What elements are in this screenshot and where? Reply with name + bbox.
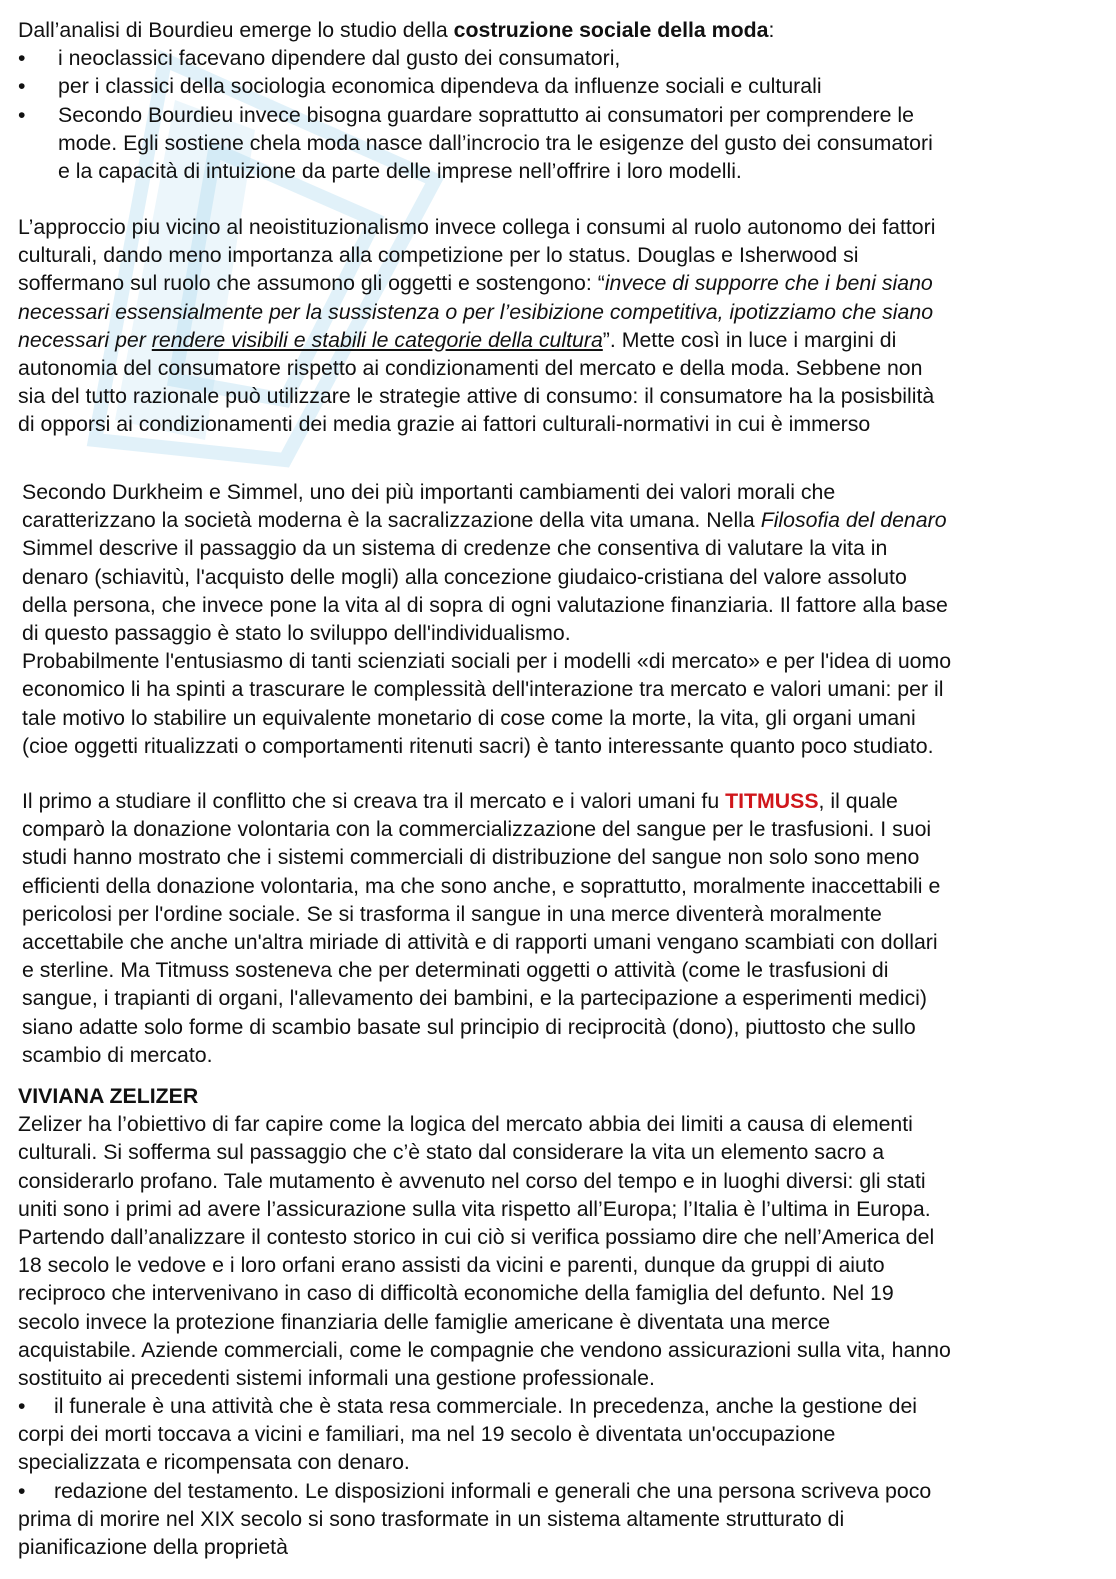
paragraph-line: reciproco che intervenivano in caso di difficoltà economiche della famiglia del defunto. Nel 19 [18, 1281, 894, 1306]
list-item: • per i classici della sociologia economica dipendeva da influenze sociali e culturali [18, 72, 933, 100]
section-heading: VIVIANA ZELIZER [18, 1084, 199, 1108]
bullet-icon: • [18, 1394, 26, 1419]
paragraph-line: scambio di mercato. [22, 1042, 213, 1067]
paragraph-line: Secondo Durkheim e Simmel, uno dei più importanti cambiamenti dei valori morali che [22, 480, 836, 504]
paragraph-line: tale motivo lo stabilire un equivalente monetario di cose come la morte, la vita, gli organi umani [22, 705, 916, 730]
section-bourdieu [18, 16, 933, 185]
paragraph-line: pericolosi per l'ordine sociale. Se si trasforma il sangue in una merce diventerà moralmente [22, 901, 882, 926]
paragraph-line: efficienti della donazione volontaria, ma che sono anche, e soprattutto, moralmente inaccettabili e [22, 873, 941, 898]
list-item-continuation: corpi dei morti toccava a vicini e familiari, ma nel 19 secolo è diventata un'occupazione [18, 1422, 836, 1447]
paragraph-line: culturali. Si sofferma sul passaggio che c’è stato dal considerare la vita un elemento sacro a [18, 1140, 885, 1165]
paragraph-line: Zelizer ha l’obiettivo di far capire come la logica del mercato abbia dei limiti a causa di elementi [18, 1112, 913, 1137]
paragraph-line: considerarlo profano. Tale mutamento è avvenuto nel corso del tempo e in luoghi diversi: gli stati [18, 1168, 926, 1193]
paragraph-line: della persona, che invece pone la vita al di sopra di ogni valutazione finanziaria. Il fattore alla base [22, 592, 948, 617]
paragraph-line: autonomia del consumatore rispetto ai condizionamenti del mercato e della moda. Sebbene non [18, 355, 923, 380]
section-titmuss [22, 787, 940, 1069]
paragraph-line: Partendo dall’analizzare il contesto storico in cui ciò si verifica possiamo dire che nell’America del [18, 1224, 935, 1249]
section-zelizer [18, 1082, 951, 1561]
list-item-continuation: specializzata e ricompensata con denaro. [18, 1450, 410, 1475]
list-item-continuation: e la capacità di intuizione da parte delle imprese nell’offrire i loro modelli. [58, 158, 742, 183]
paragraph-line: soffermano sul ruolo che assumono gli oggetti e sostengono: “invece di supporre che i beni siano [18, 271, 933, 296]
bullet-icon: • [18, 102, 26, 127]
list-item: • redazione del testamento. Le disposizioni informali e generali che una persona scriveva poco [18, 1477, 951, 1505]
paragraph-line: Simmel descrive il passaggio da un sistema di credenze che consentiva di valutare la vita in [22, 536, 888, 561]
bold-term: costruzione sociale della moda [453, 18, 769, 42]
paragraph-line: di opporsi ai condizionamenti dei media grazie ai fattori culturali-normativi in cui è immerso [18, 412, 871, 437]
paragraph-line: sostituito ai precedenti sistemi informali una gestione professionale. [18, 1365, 655, 1390]
paragraph-line: comparò la donazione volontaria con la commercializzazione del sangue per le trasfusioni. I suoi [22, 817, 932, 842]
paragraph-line: uniti sono i primi ad avere l’assicurazione sulla vita rispetto all’Europa; l’Italia è l’ultima in Europa. [18, 1196, 931, 1221]
paragraph-line: necessari per rendere visibili e stabili le categorie della cultura”. Mette così in luce i margini di [18, 327, 897, 352]
paragraph-line: sia del tutto razionale può utilizzare le strategie attive di consumo: il consumatore ha la posisbilità [18, 384, 935, 409]
bullet-icon: • [18, 46, 26, 71]
section-durkheim-simmel [22, 478, 951, 760]
paragraph-line: accettabile che anche un'altra miriade di attività e di rapporti umani vengano scambiati con dollari [22, 929, 938, 954]
list-item-continuation: mode. Egli sostiene chela moda nasce dall’incrocio tra le esigenze del gusto dei consumatori [58, 130, 933, 155]
paragraph-line: denaro (schiavitù, l'acquisto delle mogli) alla concezione giudaico-cristiana del valore assoluto [22, 564, 907, 589]
paragraph-line: secolo invece la protezione finanziaria delle famiglie americane è diventata una merce [18, 1309, 831, 1334]
italic-title: Filosofia del denaro [760, 508, 947, 533]
paragraph-line: siano adatte solo forme di scambio basate sul principio di reciprocità (dono), piuttosto che sullo [22, 1014, 916, 1039]
paragraph-line: 18 secolo le vedove e i loro orfani erano assisti da vicini e parenti, dunque da gruppi di aiuto [18, 1253, 885, 1278]
list-item: • Secondo Bourdieu invece bisogna guardare soprattutto ai consumatori per comprendere le [18, 101, 933, 129]
paragraph-line: acquistabile. Aziende commerciali, come le compagnie che vendono assicurazioni sulla vita, hanno [18, 1337, 951, 1362]
paragraph-line: e sterline. Ma Titmuss sosteneva che per determinati oggetti o attività (come le trasfusioni di [22, 958, 889, 983]
paragraph-line: (cioe oggetti ritualizzati o comportamenti ritenuti sacri) è tanto interessante quanto poco studiato. [22, 733, 934, 758]
italic-quote: invece di supporre che i beni siano [604, 271, 933, 296]
paragraph-line: sangue, i trapianti di organi, l'allevamento dei bambini, e la partecipazione a esperimenti medici) [22, 986, 927, 1011]
bullet-icon: • [18, 1478, 26, 1503]
paragraph-line: Il primo a studiare il conflitto che si creava tra il mercato e i valori umani fu TITMUSS, il quale [22, 789, 898, 813]
paragraph-line: studi hanno mostrato che i sistemi commerciali di distribuzione del sangue non solo sono meno [22, 845, 920, 870]
italic-quote-line: necessari essensialmente per la sussistenza o per l’esibizione competitiva, ipotizziamo che siano [18, 299, 934, 324]
paragraph-line: caratterizzano la società moderna è la sacralizzazione della vita umana. Nella Filosofia del denaro [22, 508, 947, 533]
list-item: • il funerale è una attività che è stata resa commerciale. In precedenza, anche la gestione dei [18, 1392, 951, 1420]
list-item: • i neoclassici facevano dipendere dal gusto dei consumatori, [18, 44, 933, 72]
list-item-continuation: pianificazione della proprietà [18, 1535, 288, 1559]
paragraph-line: L’approccio piu vicino al neoistituzionalismo invece collega i consumi al ruolo autonomo dei fattori [18, 215, 936, 239]
intro-line: Dall’analisi di Bourdieu emerge lo studio della costruzione sociale della moda: [18, 18, 775, 42]
paragraph-line: di questo passaggio è stato lo sviluppo dell'individualismo. [22, 620, 571, 645]
bullet-icon: • [18, 74, 26, 99]
highlighted-name: TITMUSS [725, 789, 819, 813]
paragraph-line: culturali, dando meno importanza alla competizione per lo status. Douglas e Isherwood si [18, 243, 859, 268]
underlined-quote: rendere visibili e stabili le categorie della cultura [151, 327, 603, 352]
paragraph-line: economico li ha spinti a trascurare le complessità dell'interazione tra mercato e valori umani: per il [22, 677, 944, 702]
list-item-continuation: prima di morire nel XIX secolo si sono trasformate in un sistema altamente strutturato di [18, 1506, 845, 1531]
paragraph-line: Probabilmente l'entusiasmo di tanti scienziati sociali per i modelli «di mercato» e per l'idea di uomo [22, 649, 952, 674]
section-neoistituzionalismo [18, 213, 935, 439]
